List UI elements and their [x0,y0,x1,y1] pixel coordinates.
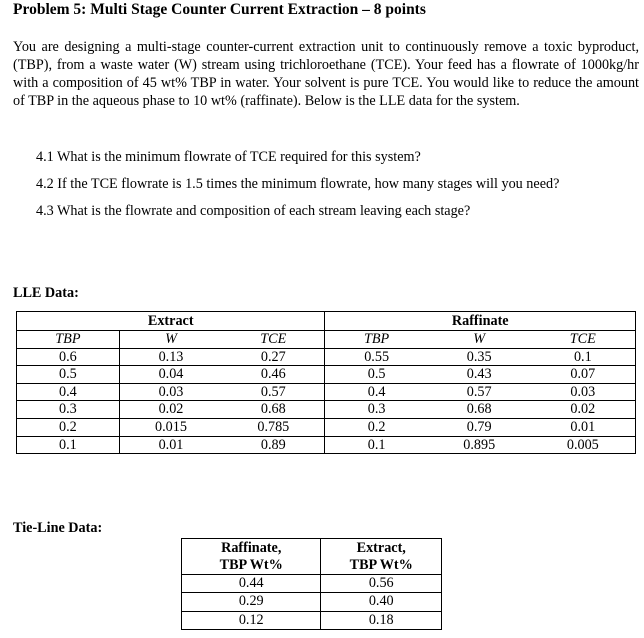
table-cell: 0.04 [119,366,222,384]
table-cell: 0.6 [17,348,120,366]
raffinate-tbp-header [182,539,321,575]
table-cell: 0.02 [531,401,636,419]
table-cell: 0.44 [182,575,321,593]
column-header: W [119,331,222,349]
extract-header-line-1: Extract, [356,540,406,556]
table-cell: 0.43 [428,366,531,384]
question-4-3: 4.3 What is the flowrate and composition of each stream leaving each stage? [36,203,471,219]
lle-data-table [16,311,636,454]
table-cell: 0.01 [119,436,222,454]
lle-data-label: LLE Data: [13,285,79,301]
table-cell: 0.4 [325,383,428,401]
table-cell: 0.5 [325,366,428,384]
raffinate-header-line-1: Raffinate, [221,540,282,556]
table-cell: 0.1 [17,436,120,454]
table-cell: 0.57 [222,383,325,401]
table-cell: 0.07 [531,366,636,384]
table-cell: 0.13 [119,348,222,366]
table-row [17,348,636,366]
table-cell: 0.1 [325,436,428,454]
extract-tbp-header [321,539,442,575]
problem-intro: You are designing a multi-stage counter-current extraction unit to continuously remove a toxic byproduct, (TBP), from a waste water (W) stream using trichloroethane (TCE). Your feed has a flowrate of 1000kg/hr with a composition of 45 wt% TBP in water. Your solvent is pure TCE. You would like to reduce the amount of TBP in the aqueous phase to 10 wt% (raffinate). Below is the LLE data for the system. [13,39,639,109]
table-row [17,366,636,384]
table-cell: 0.18 [321,611,442,629]
column-header: TBP [17,331,120,349]
table-row [17,383,636,401]
table-row [17,418,636,436]
table-cell: 0.5 [17,366,120,384]
question-4-2: 4.2 If the TCE flowrate is 1.5 times the minimum flowrate, how many stages will you need? [36,176,560,192]
table-cell: 0.12 [182,611,321,629]
table-cell: 0.57 [428,383,531,401]
table-cell: 0.27 [222,348,325,366]
table-cell: 0.46 [222,366,325,384]
raffinate-header-line-2: TBP Wt% [219,556,283,573]
table-row [182,611,442,629]
column-header: TCE [531,331,636,349]
question-4-1: 4.1 What is the minimum flowrate of TCE required for this system? [36,149,421,165]
column-header: TCE [222,331,325,349]
table-cell: 0.03 [531,383,636,401]
lle-group-header-row [17,312,636,331]
column-header: W [428,331,531,349]
table-cell: 0.2 [325,418,428,436]
table-cell: 0.005 [531,436,636,454]
table-cell: 0.40 [321,593,442,611]
table-cell: 0.79 [428,418,531,436]
table-row [182,593,442,611]
table-cell: 0.68 [222,401,325,419]
table-cell: 0.1 [531,348,636,366]
column-header: TBP [325,331,428,349]
table-cell: 0.4 [17,383,120,401]
table-row [182,575,442,593]
raffinate-group-header: Raffinate [451,313,509,329]
table-cell: 0.89 [222,436,325,454]
table-cell: 0.3 [325,401,428,419]
table-row [17,401,636,419]
lle-column-header-row [17,331,636,349]
tie-line-data-table [181,538,442,630]
tie-line-data-label: Tie-Line Data: [13,520,103,536]
table-cell: 0.785 [222,418,325,436]
problem-title: Problem 5: Multi Stage Counter Current Extraction – 8 points [13,1,426,18]
table-cell: 0.01 [531,418,636,436]
table-row [17,436,636,454]
tie-line-header-row [182,539,442,575]
table-cell: 0.03 [119,383,222,401]
table-cell: 0.29 [182,593,321,611]
table-cell: 0.895 [428,436,531,454]
table-cell: 0.68 [428,401,531,419]
extract-group-header: Extract [17,312,325,331]
table-cell: 0.015 [119,418,222,436]
table-cell: 0.35 [428,348,531,366]
table-cell: 0.02 [119,401,222,419]
extract-header-line-2: TBP Wt% [349,556,413,573]
table-cell: 0.2 [17,418,120,436]
table-cell: 0.56 [321,575,442,593]
table-cell: 0.3 [17,401,120,419]
table-cell: 0.55 [325,348,428,366]
